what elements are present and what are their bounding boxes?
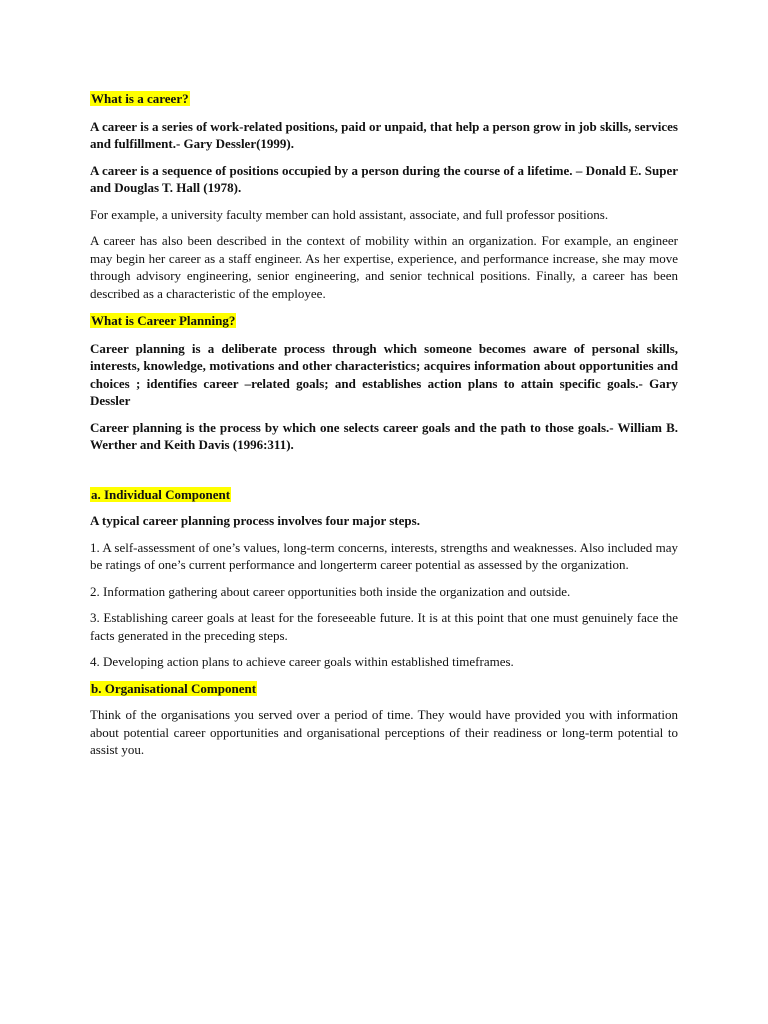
step-3: 3. Establishing career goals at least for the foreseeable future. It is at this point that one must genuinely face the facts generated in the preceding steps. [90,610,678,643]
document-page [90,90,678,759]
planning-definition-werther: Career planning is the process by which one selects career goals and the path to those goals.- William B. Werther and Keith Davis (1996:311). [90,419,678,452]
heading-organisational-text: b. Organisational Component [91,680,257,696]
section-heading-planning [90,312,678,330]
career-definition-super-hall: A career is a sequence of positions occupied by a person during the course of a lifetime. – Donald E. Super and Douglas T. Hall (1978). [90,162,678,195]
mobility-paragraph: A career has also been described in the context of mobility within an organization. For example, an engineer may begin her career as a staff engineer. As her expertise, experience, and performance increase, she may move through advisory engineering, senior engineering, and senior technical positions. Finally, a career has been described as a characteristic of the employee. [90,233,678,301]
heading-career-text: What is a career? [91,91,189,106]
step-2: 2. Information gathering about career opportunities both inside the organization and outside. [90,583,571,599]
planning-definition-dessler: Career planning is a deliberate process through which someone becomes aware of personal skills, interests, knowledge, motivations and other characteristics; acquires information about opportunities and choices ; identifies career –related goals; and establishes action plans to attain specific goals.- Gary Dessler [90,340,678,408]
section-heading-career [90,90,678,108]
heading-planning-text: What is Career Planning? [91,313,236,328]
career-definition-dessler: A career is a series of work-related positions, paid or unpaid, that help a person grow in job skills, services and fulfillment.- Gary Dessler(1999). [90,118,678,151]
step-1: 1. A self-assessment of one’s values, long-term concerns, interests, strengths and weaknesses. Also included may be ratings of one’s current performance and longerterm career potential as assessed by the organization. [90,539,678,572]
example-faculty-paragraph: For example, a university faculty member can hold assistant, associate, and full professor positions. [90,206,609,222]
organisational-paragraph: Think of the organisations you served over a period of time. They would have provided you with information about potential career opportunities and organisational perceptions of their readiness or long-term potential to assist you. [90,707,678,757]
section-heading-individual [90,486,678,504]
section-heading-organisational [90,680,678,698]
heading-individual-text: a. Individual Component [91,486,231,502]
step-4: 4. Developing action plans to achieve career goals within established timeframes. [90,654,514,669]
four-steps-intro: A typical career planning process involves four major steps. [90,513,420,528]
